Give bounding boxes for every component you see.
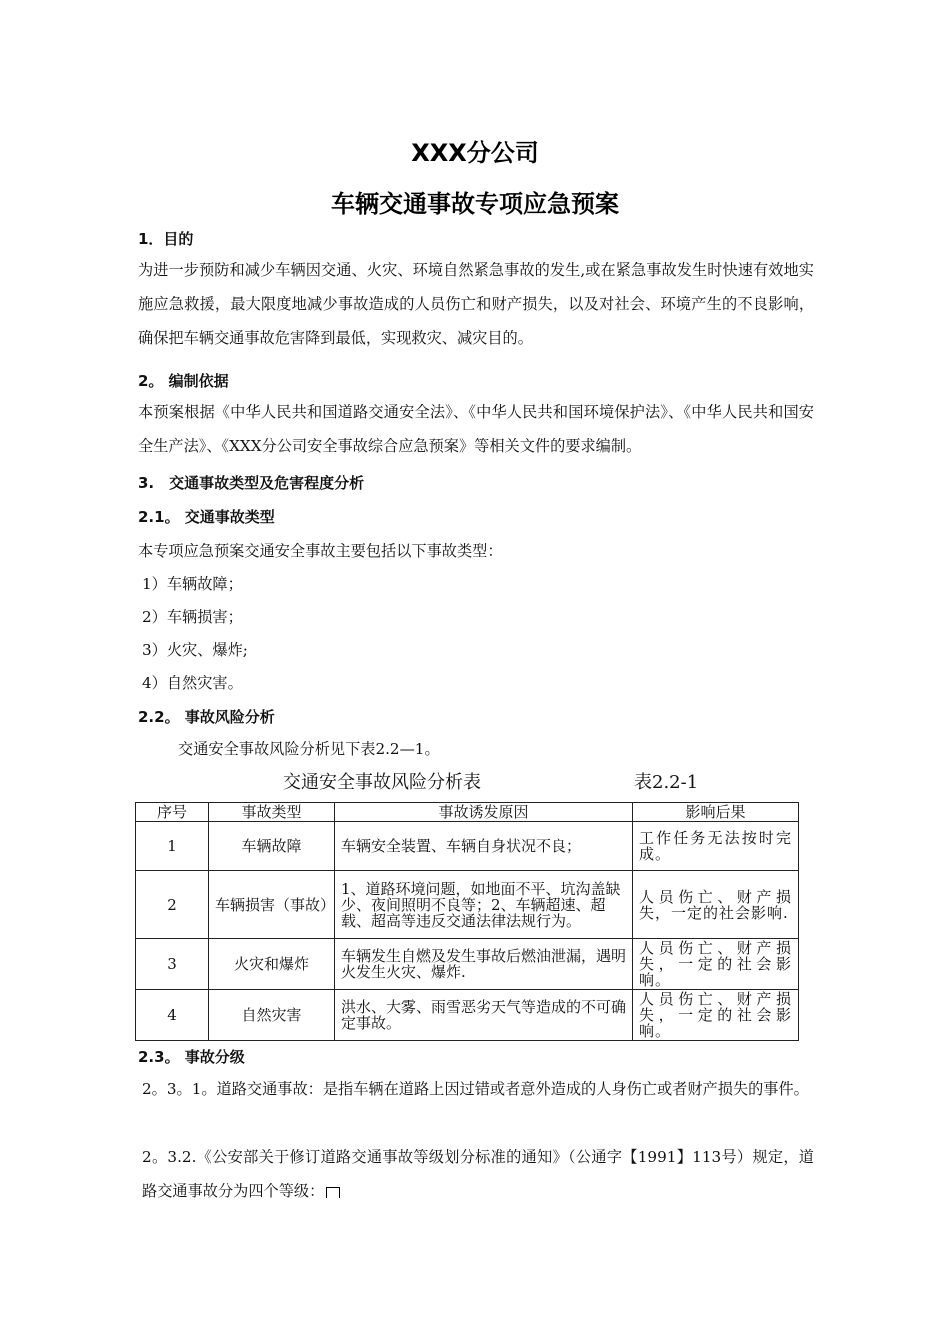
table-row <box>136 939 799 990</box>
table-header-cell: 影响后果 <box>633 803 799 822</box>
row-accident-type: 车辆故障 <box>209 822 335 871</box>
table-row <box>136 871 799 939</box>
risk-analysis-table <box>135 802 799 1041</box>
row-effect: 人员伤亡、财产损失，一定的社会影响。 <box>633 990 799 1041</box>
table-caption: 交通安全事故风险分析表 <box>283 772 481 793</box>
row-accident-type: 车辆损害（事故） <box>209 871 335 939</box>
table-header-cell: 事故诱发原因 <box>335 803 633 822</box>
row-cause: 1、道路环境问题，如地面不平、坑沟盖缺少、夜间照明不良等；2、车辆超速、超载、超高等违反交通法律法规行为。 <box>335 871 633 939</box>
table-row <box>136 822 799 871</box>
accident-type-item: 2）车辆损害； <box>142 608 243 626</box>
row-number: 2 <box>136 871 209 939</box>
row-number: 3 <box>136 939 209 990</box>
section-3-3-2-text <box>142 1140 814 1208</box>
row-cause: 车辆安全装置、车辆自身状况不良； <box>335 822 633 871</box>
table-number: 表2.2-1 <box>634 772 699 793</box>
section-2-body: 本预案根据《中华人民共和国道路交通安全法》、《中华人民共和国环境保护法》、《中华人民共和国安全生产法》、《XXX分公司安全事故综合应急预案》等相关文件的要求编制。 <box>138 403 814 455</box>
section-1-body: 为进一步预防和减少车辆因交通、火灾、环境自然紧急事故的发生,或在紧急事故发生时快速有效地实施应急救援，最大限度地减少事故造成的人员伤亡和财产损失，以及对社会、环境产生的不良影响，确保把车辆交通事故危害降到最低，实现救灾、减灾目的。 <box>138 261 814 347</box>
section-3-3-1-text: 2。3。1。道路交通事故：是指车辆在道路上因过错或者意外造成的人身伤亡或者财产损失的事件。 <box>142 1080 809 1098</box>
section-1-heading: 1．目的 <box>138 230 194 248</box>
section-2-heading: 2。 编制依据 <box>138 372 229 390</box>
row-accident-type: 自然灾害 <box>209 990 335 1041</box>
table-header-row <box>136 803 799 822</box>
section-3-1-intro: 本专项应急预案交通安全事故主要包括以下事故类型： <box>138 542 503 560</box>
accident-type-item: 3）火灾、爆炸; <box>142 641 248 659</box>
section-3-2-heading: 2.2。 事故风险分析 <box>138 708 275 726</box>
table-row <box>136 990 799 1041</box>
section-3-heading: 3. 交通事故类型及危害程度分析 <box>138 474 365 492</box>
table-header-cell: 序号 <box>136 803 209 822</box>
row-cause: 洪水、大雾、雨雪恶劣天气等造成的不可确定事故。 <box>335 990 633 1041</box>
section-3-1-heading: 2.1。 交通事故类型 <box>138 508 275 526</box>
document-title: 车辆交通事故专项应急预案 <box>331 190 619 218</box>
row-accident-type: 火灾和爆炸 <box>209 939 335 990</box>
row-effect: 工作任务无法按时完成。 <box>633 822 799 871</box>
row-number: 1 <box>136 822 209 871</box>
accident-type-item: 4）自然灾害。 <box>142 674 243 692</box>
table-header-cell: 事故类型 <box>209 803 335 822</box>
row-effect: 人员伤亡、财产损失，一定的社会影响. <box>633 871 799 939</box>
section-3-3-heading: 2.3。 事故分级 <box>138 1048 245 1066</box>
text-cursor-icon <box>326 1187 340 1198</box>
company-title: XXX分公司 <box>411 139 539 167</box>
row-cause: 车辆发生自燃及发生事故后燃油泄漏，遇明火发生火灾、爆炸. <box>335 939 633 990</box>
accident-type-item: 1）车辆故障； <box>142 575 243 593</box>
row-number: 4 <box>136 990 209 1041</box>
section-3-2-intro: 交通安全事故风险分析见下表2.2—1。 <box>178 740 440 758</box>
section-3-3-2-body: 2。3.2.《公安部关于修订道路交通事故等级划分标准的通知》（公通字【1991】113号）规定，道路交通事故分为四个等级： <box>142 1148 814 1200</box>
row-effect: 人员伤亡、财产损失，一定的社会影响。 <box>633 939 799 990</box>
